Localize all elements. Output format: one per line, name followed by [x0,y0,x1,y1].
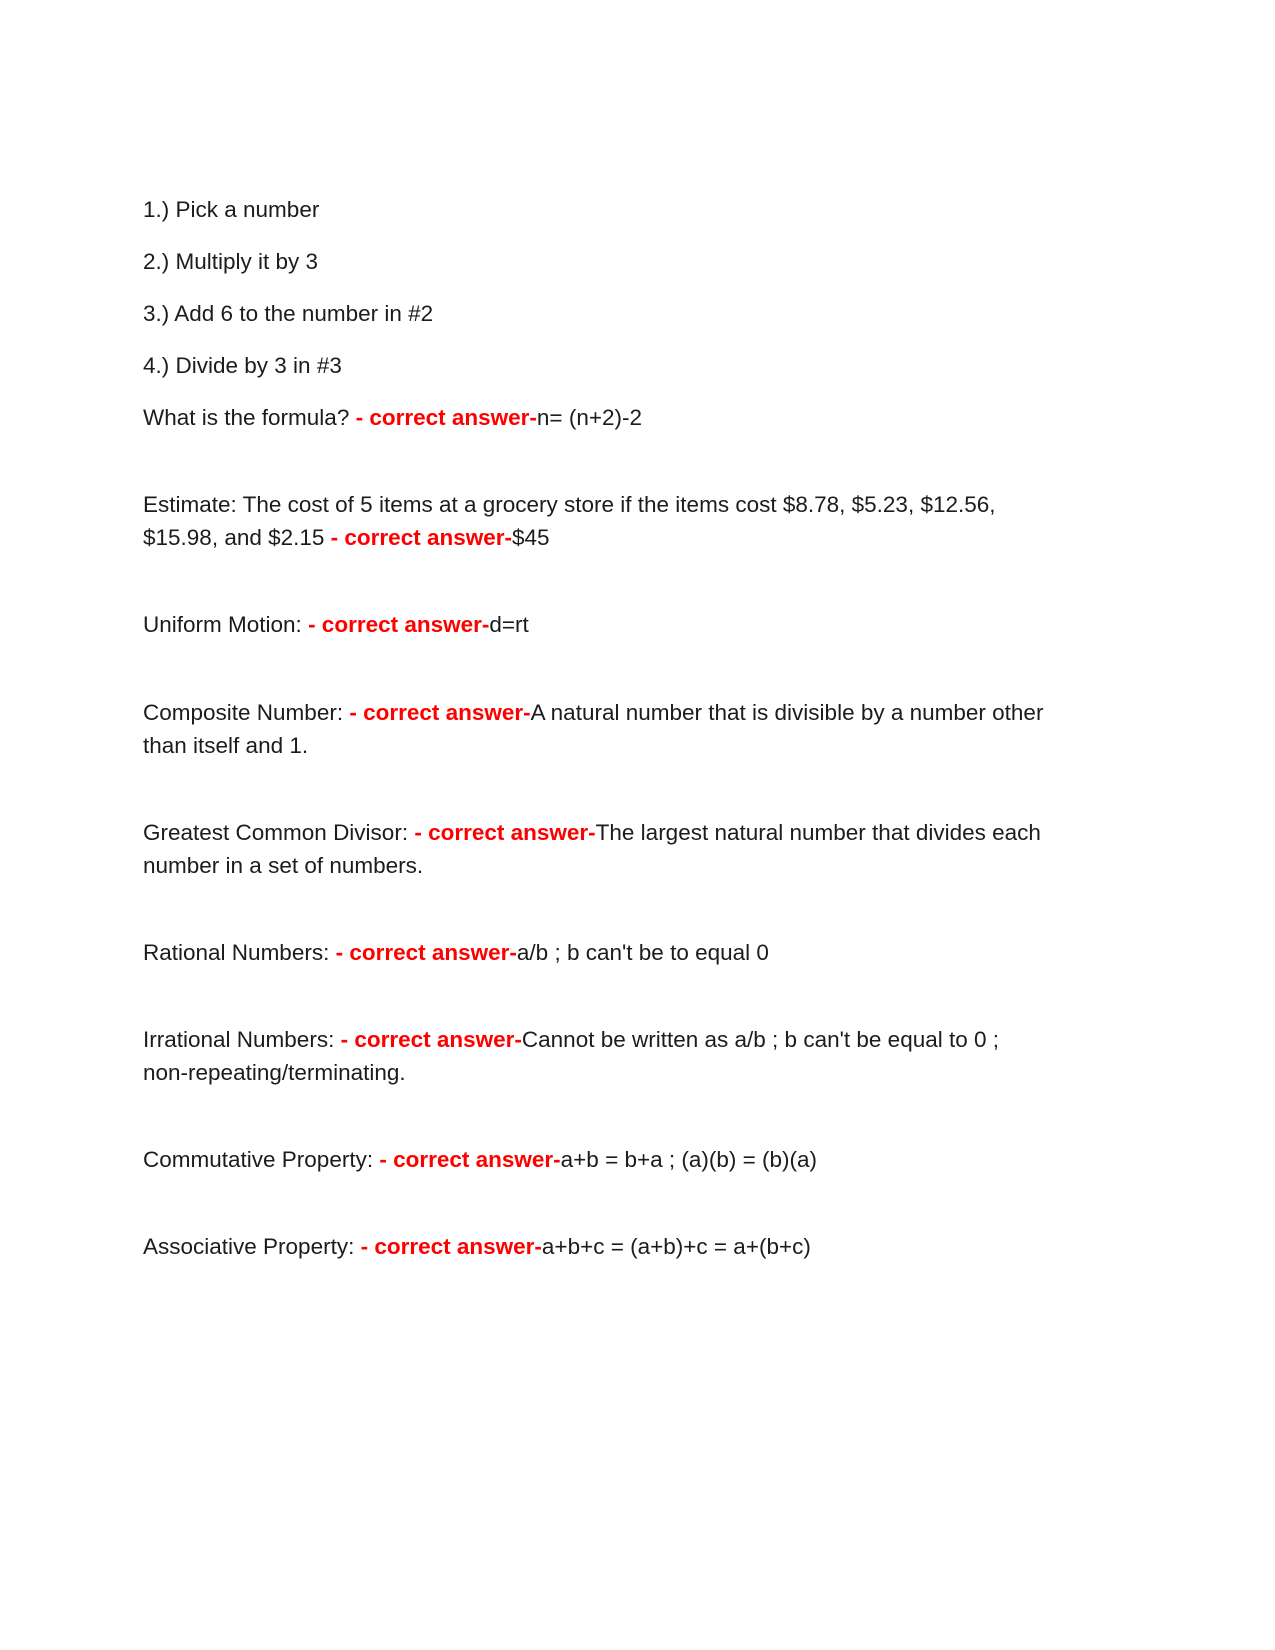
step-text: 2.) Multiply it by 3 [143,249,319,275]
answer-text: $45 [512,525,550,551]
list-step-3 [143,297,1047,330]
step-text: 3.) Add 6 to the number in #2 [143,301,434,327]
step-text: 4.) Divide by 3 in #3 [143,353,342,379]
question-text: Composite Number: [143,699,350,725]
correct-answer-marker: - correct answer- [335,939,517,965]
answer-text: a+b+c = (a+b)+c = a+(b+c) [541,1234,811,1259]
correct-answer-marker: - correct answer- [360,1234,542,1259]
answer-text: The largest natural number that divides each number in a set of numbers. [143,819,1041,878]
qa-formula [143,401,1047,434]
question-text: Rational Numbers: [143,939,336,965]
qa-irrational-numbers [143,1023,1047,1089]
answer-text: n= (n+2)-2 [536,405,642,431]
qa-composite-number [143,696,1047,762]
correct-answer-marker: - correct answer- [355,405,537,431]
qa-rational-numbers [143,936,1047,969]
question-text: Associative Property: [143,1234,361,1259]
qa-associative-property [143,1230,1047,1263]
answer-text: d=rt [489,612,529,638]
question-text: What is the formula? [143,405,356,431]
answer-text: a+b = b+a ; (a)(b) = (b)(a) [560,1146,818,1172]
correct-answer-marker: - correct answer- [349,699,531,725]
question-text: Greatest Common Divisor: [143,819,415,845]
qa-greatest-common-divisor [143,816,1047,882]
list-step-2 [143,245,1047,278]
correct-answer-marker: - correct answer- [414,819,596,845]
question-text: Commutative Property: [143,1146,380,1172]
qa-estimate [143,488,1047,554]
question-text: Uniform Motion: [143,612,309,638]
list-step-4 [143,349,1047,382]
answer-text: a/b ; b can't be to equal 0 [516,939,769,965]
answer-text: Cannot be written as a/b ; b can't be equal to 0 ; non-repeating/terminating. [143,1026,1000,1085]
answer-text: A natural number that is divisible by a number other than itself and 1. [143,699,1044,758]
qa-uniform-motion [143,608,1047,641]
question-text: Irrational Numbers: [143,1026,341,1052]
correct-answer-marker: - correct answer- [308,612,490,638]
correct-answer-marker: - correct answer- [330,525,512,551]
list-step-1 [143,193,1047,226]
question-text: Estimate: The cost of 5 items at a grocery store if the items cost $8.78, $5.23, $12.56, $15.98, and $2.15 [143,492,996,551]
correct-answer-marker: - correct answer- [379,1146,561,1172]
correct-answer-marker: - correct answer- [340,1026,522,1052]
step-text: 1.) Pick a number [143,197,320,222]
qa-commutative-property [143,1143,1047,1176]
